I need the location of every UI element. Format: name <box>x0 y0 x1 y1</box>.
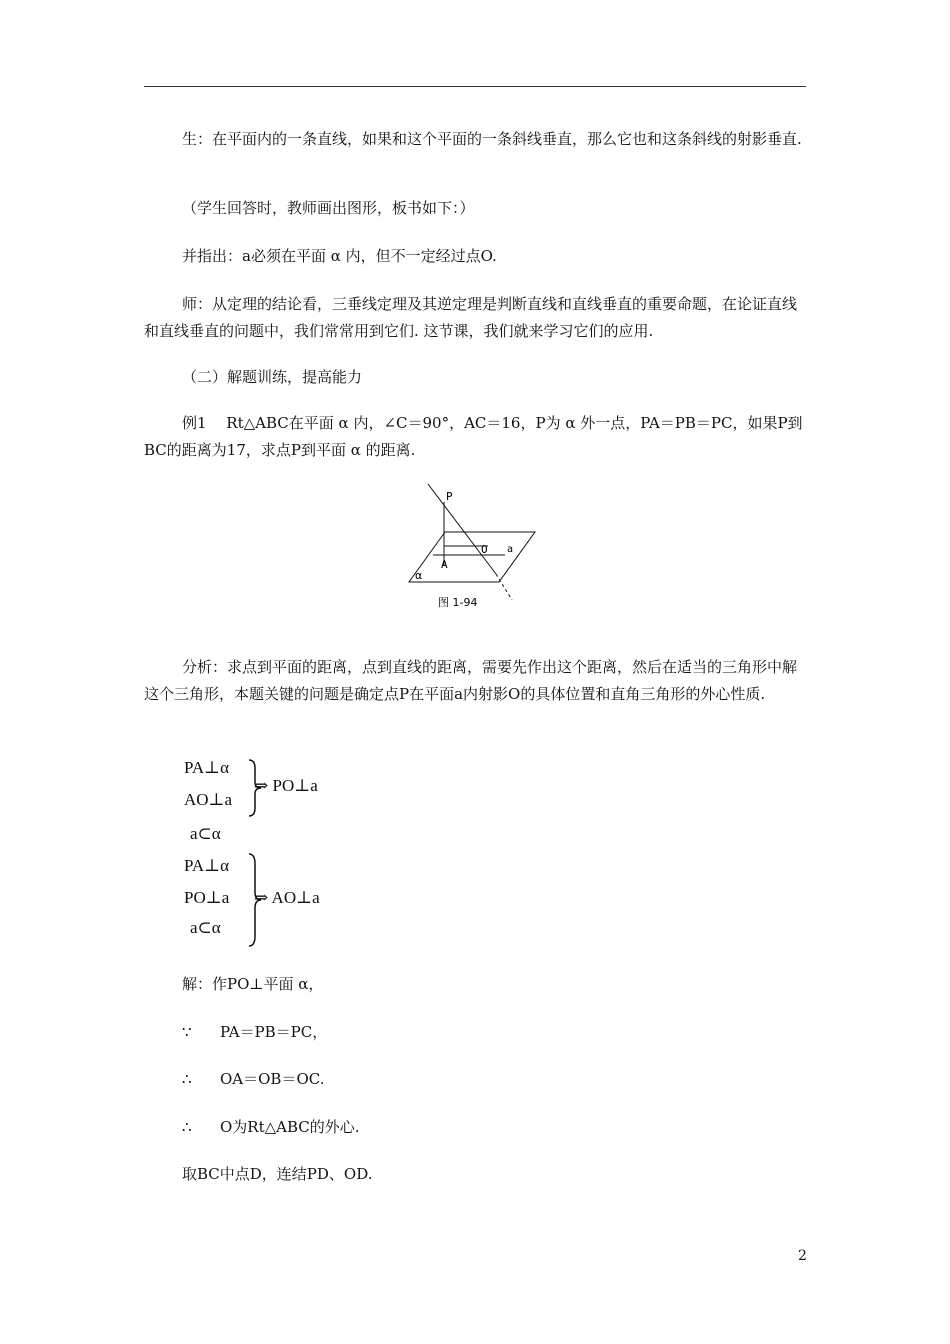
paragraph-midpoint: 取BC中点D，连结PD、OD. <box>182 1165 373 1183</box>
label-alpha: α <box>415 569 423 582</box>
line-therefore-2: ∴ O为Rt△ABC的外心. <box>182 1114 782 1141</box>
oblique-line <box>428 484 496 574</box>
line-therefore-1: ∴ OA＝OB＝OC. <box>182 1066 782 1093</box>
paragraph-analysis: 分析：求点到平面的距离，点到直线的距离，需要先作出这个距离，然后在适当的三角形中解这个三角形，本题关键的问题是确定点P在平面a内射影O的具体位置和直角三角形的外心性质. <box>144 658 798 703</box>
therefore-symbol: ∴ <box>182 1070 192 1088</box>
paragraph-example-1: 例1 Rt△ABC在平面 α 内，∠C＝90°，AC＝16，P为 α 外一点，PA＝PB＝PC，如果P到BC的距离为17，求点P到平面 α 的距离. <box>144 414 803 459</box>
math-g2-result: ⇒ AO⊥a <box>254 888 320 907</box>
label-O: O <box>481 543 488 556</box>
paragraph-solution: 解：作PO⊥平面 α， <box>182 975 324 993</box>
section-heading: （二）解题训练，提高能力 <box>182 368 363 386</box>
math-g2-line1: PA⊥α <box>184 856 230 875</box>
line-because: ∵ PA＝PB＝PC， <box>182 1019 782 1046</box>
label-P: P <box>446 490 453 503</box>
math-g1-line1: PA⊥α <box>184 758 230 777</box>
figure-caption: 图 1-94 <box>438 596 478 609</box>
paragraph-teacher: 师：从定理的结论看，三垂线定理及其逆定理是判断直线和直线垂直的重要命题，在论证直线和直线垂直的问题中，我们常常用到它们. 这节课，我们就来学习它们的应用. <box>144 295 798 340</box>
math-g1-line2: AO⊥a <box>184 790 233 809</box>
header-rule <box>144 86 806 87</box>
math-g2-line3: a⊂α <box>190 918 221 937</box>
therefore-symbol: ∴ <box>182 1118 192 1136</box>
paragraph-student-answer: 生：在平面内的一条直线，如果和这个平面的一条斜线垂直，那么它也和这条斜线的射影垂直. <box>182 130 802 148</box>
because-symbol: ∵ <box>182 1023 192 1041</box>
right-brace-2 <box>246 852 266 948</box>
geometry-figure <box>404 482 550 612</box>
math-g1-result: ⇒ PO⊥a <box>254 776 318 795</box>
math-g1-line3: a⊂α <box>190 824 221 843</box>
paragraph-point-out: 并指出：a必须在平面 α 内，但不一定经过点O. <box>182 247 497 265</box>
oblique-dashed <box>496 574 512 600</box>
label-A: A <box>441 558 448 571</box>
label-a: a <box>507 544 514 555</box>
page-number: 2 <box>798 1248 807 1264</box>
math-g2-line2: PO⊥a <box>184 888 230 907</box>
plane-alpha <box>409 532 535 582</box>
paragraph-board-note: （学生回答时，教师画出图形，板书如下：） <box>182 199 475 217</box>
right-brace-1 <box>246 758 266 818</box>
